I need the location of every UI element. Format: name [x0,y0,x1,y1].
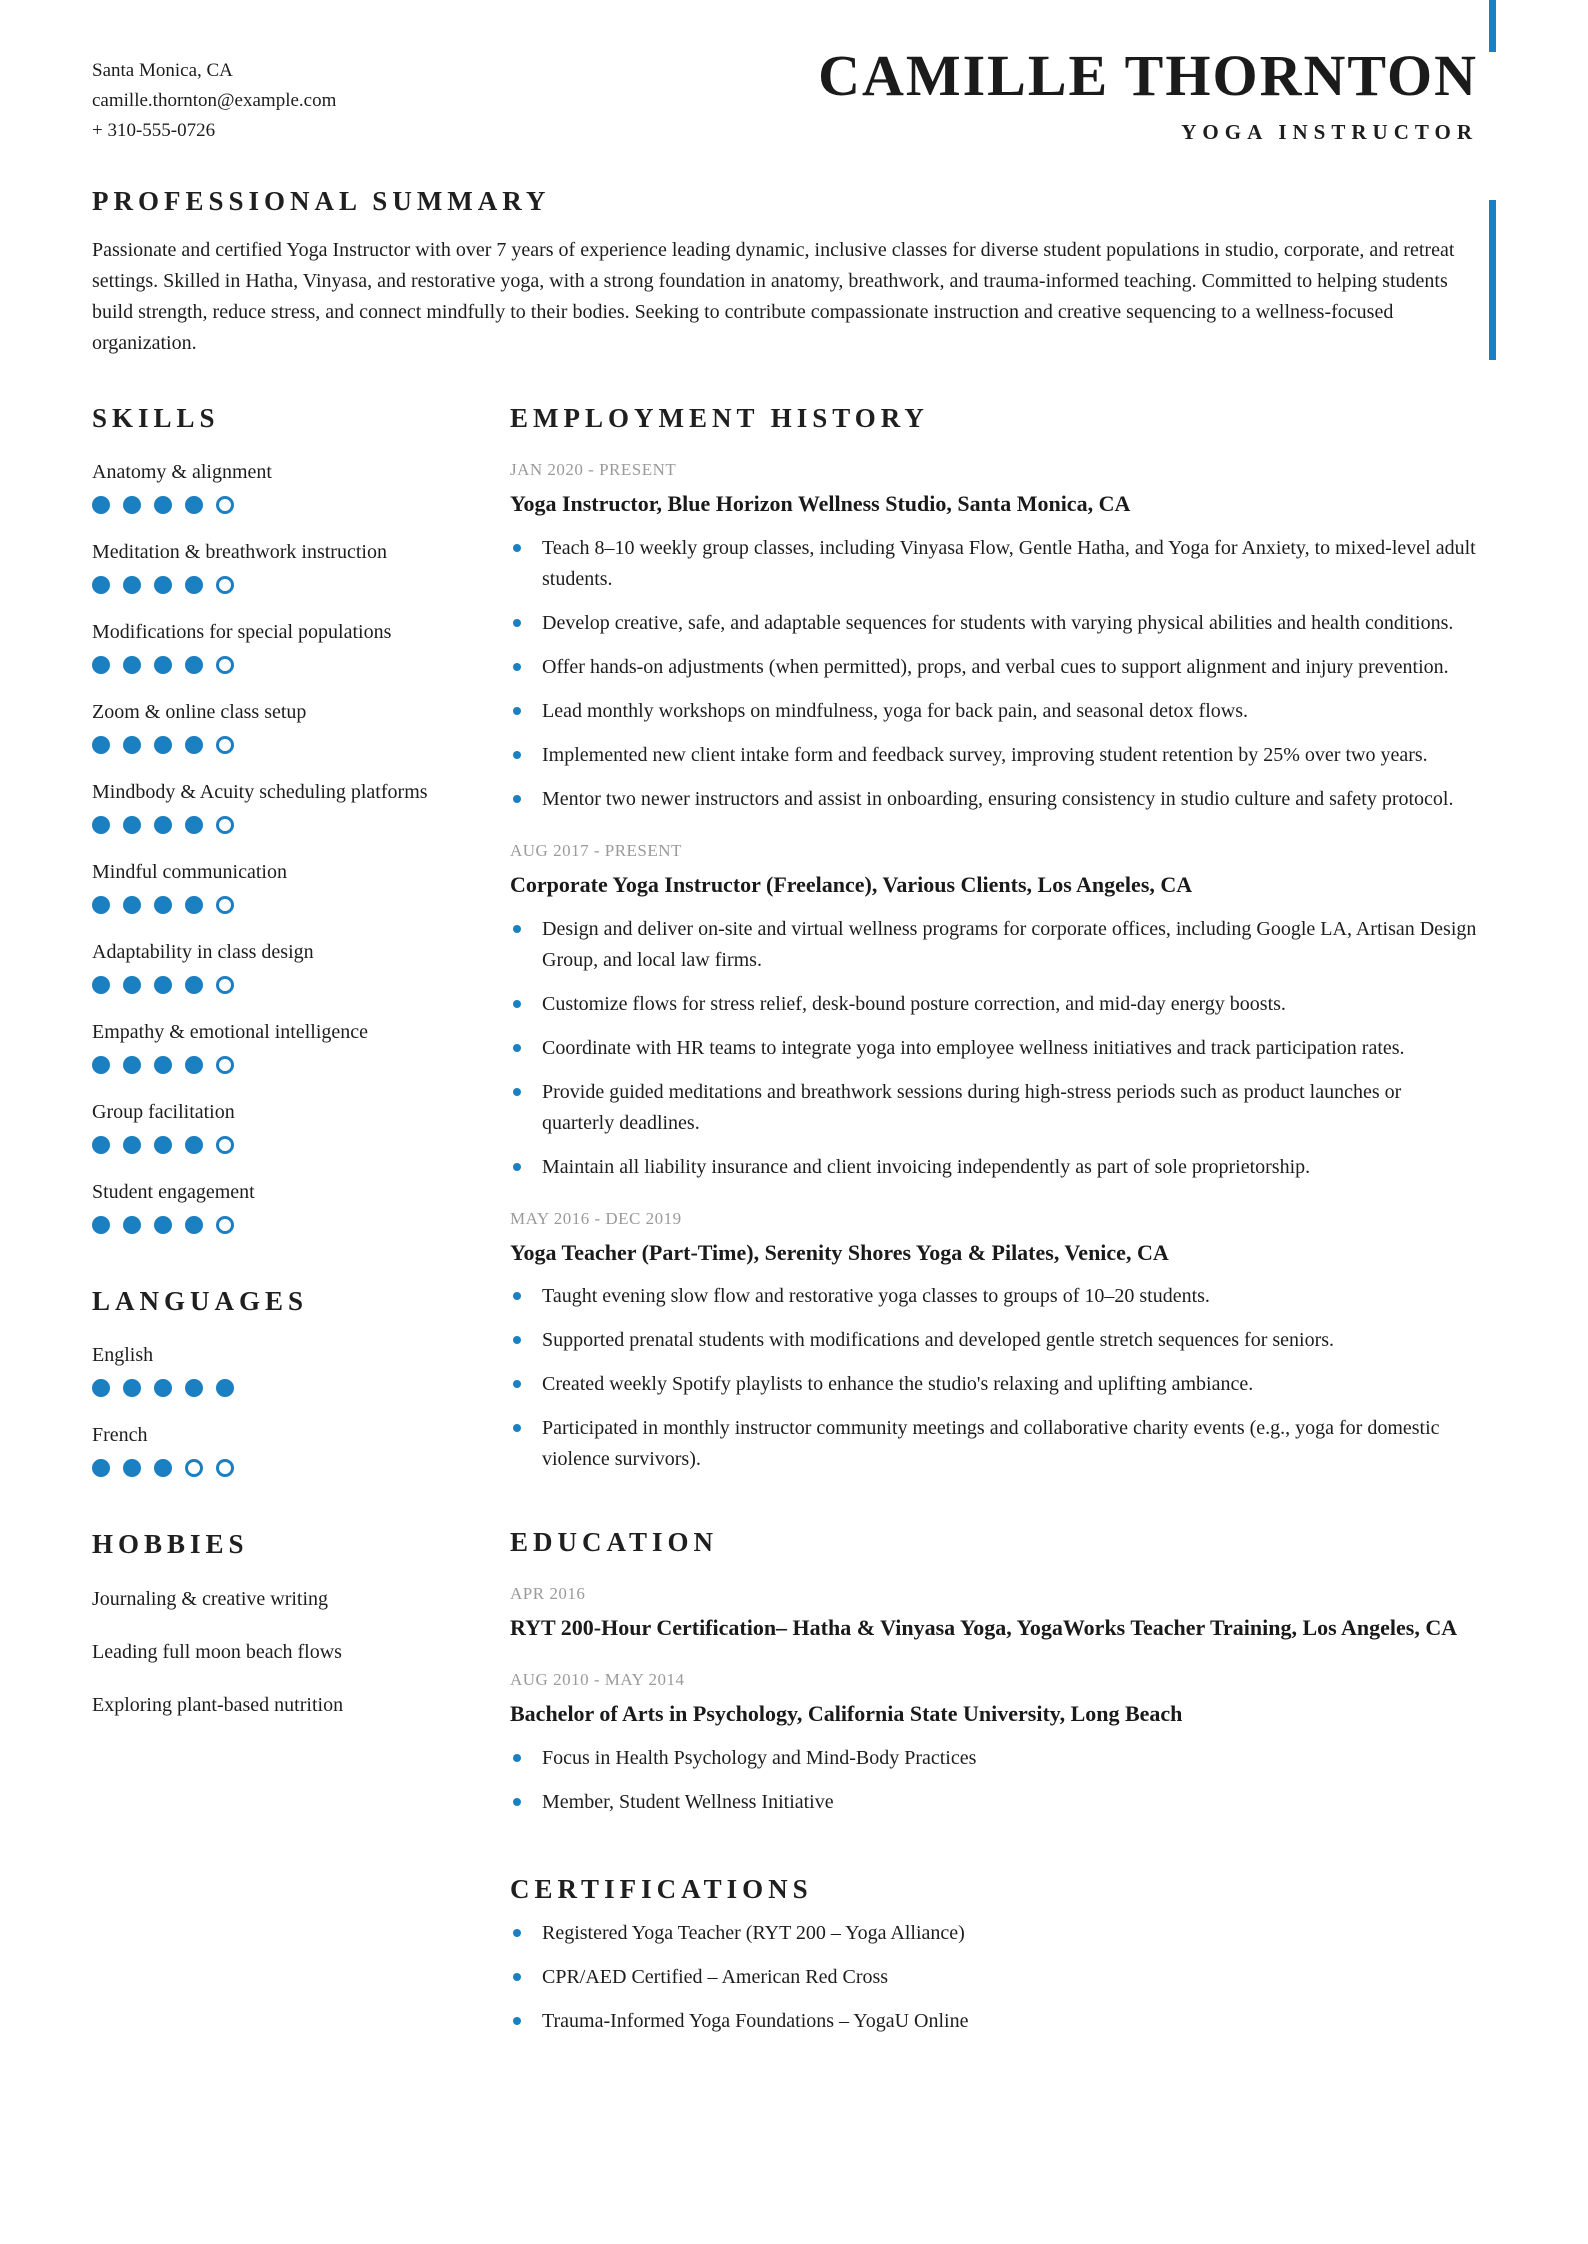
bullet-text: Member, Student Wellness Initiative [542,1790,834,1813]
bullet-text: Teach 8–10 weekly group classes, including Vinyasa Flow, Gentle Hatha, and Yoga for Anxiety, to mixed-level adult students. [542,536,1476,590]
filled-dot-icon [92,1056,110,1074]
bullet-item [510,1413,1478,1475]
filled-dot-icon [154,1216,172,1234]
entry-date: AUG 2017 - PRESENT [510,840,682,860]
bullet-item [510,1962,1478,1993]
skill-level-dots [92,1379,470,1397]
entry-bullet-list [510,1281,1478,1475]
certification-bullet-list [510,1918,1478,2037]
bullet-dot-icon [513,1163,521,1171]
bullet-text: Implemented new client intake form and feedback survey, improving student retention by 25% over two years. [542,743,1428,766]
empty-dot-icon [216,896,234,914]
bullet-text: Provide guided meditations and breathwork sessions during high-stress periods such as product launches or quarterly deadlines. [542,1080,1402,1134]
rated-item [92,619,470,674]
filled-dot-icon [123,1056,141,1074]
skill-level-dots [92,976,470,994]
bullet-item [510,1325,1478,1356]
empty-dot-icon [216,1459,234,1477]
skill-level-dots [92,1136,470,1154]
empty-dot-icon [216,656,234,674]
filled-dot-icon [185,816,203,834]
bullet-text: Design and deliver on-site and virtual wellness programs for corporate offices, including Google LA, Artisan Design Group, and local law firms. [542,917,1477,971]
rated-item [92,1019,470,1074]
bullet-dot-icon [513,1754,521,1762]
bullet-text: CPR/AED Certified – American Red Cross [542,1965,889,1988]
bullet-text: Registered Yoga Teacher (RYT 200 – Yoga Alliance) [542,1921,965,1944]
bullet-text: Maintain all liability insurance and client invoicing independently as part of sole proprietorship. [542,1155,1311,1178]
bullet-item [510,608,1478,639]
bullet-dot-icon [513,1336,521,1344]
rated-item-label: Empathy & emotional intelligence [92,1021,369,1043]
history-entry [510,1209,1478,1476]
filled-dot-icon [123,1136,141,1154]
history-entry [510,460,1478,815]
rated-item [92,939,470,994]
empty-dot-icon [216,1056,234,1074]
rated-item-label: Group facilitation [92,1101,235,1123]
filled-dot-icon [92,1136,110,1154]
filled-dot-icon [92,1216,110,1234]
rated-item-label: Modifications for special populations [92,621,392,643]
main-column [510,403,1478,2037]
skill-level-dots [92,816,470,834]
contact-location: Santa Monica, CA [92,60,233,81]
candidate-title: YOGA INSTRUCTOR [1181,120,1478,145]
skill-level-dots [92,1459,470,1477]
filled-dot-icon [154,1056,172,1074]
filled-dot-icon [185,1056,203,1074]
bullet-dot-icon [513,663,521,671]
filled-dot-icon [123,656,141,674]
bullet-dot-icon [513,925,521,933]
rated-item [92,779,470,834]
filled-dot-icon [123,736,141,754]
bullet-item [510,1369,1478,1400]
bullet-item [510,1281,1478,1312]
bullet-text: Customize flows for stress relief, desk-bound posture correction, and mid-day energy boosts. [542,992,1286,1015]
bullet-text: Focus in Health Psychology and Mind-Body Practices [542,1746,977,1769]
rated-item-label: Zoom & online class setup [92,701,307,723]
education-list [510,1584,1478,1818]
filled-dot-icon [92,896,110,914]
bullet-dot-icon [513,1929,521,1937]
bullet-dot-icon [513,707,521,715]
filled-dot-icon [154,1379,172,1397]
entry-bullet-list [510,914,1478,1183]
filled-dot-icon [123,1379,141,1397]
certifications-heading: CERTIFICATIONS [510,1873,813,1904]
rated-item-label: Mindful communication [92,861,287,883]
filled-dot-icon [154,896,172,914]
skill-level-dots [92,1216,470,1234]
bullet-dot-icon [513,1000,521,1008]
entry-title: RYT 200-Hour Certification– Hatha & Vinyasa Yoga, YogaWorks Teacher Training, Los Angeles, CA [510,1615,1458,1641]
filled-dot-icon [154,1459,172,1477]
filled-dot-icon [154,1136,172,1154]
rated-item-label: Meditation & breathwork instruction [92,541,387,563]
empty-dot-icon [216,576,234,594]
skill-level-dots [92,576,470,594]
filled-dot-icon [123,1459,141,1477]
languages-section [92,1286,470,1477]
entry-bullet-list [510,1743,1478,1818]
bullet-text: Participated in monthly instructor community meetings and collaborative charity events (e.g., yoga for domestic violence survivors). [542,1417,1440,1471]
bullet-dot-icon [513,1044,521,1052]
filled-dot-icon [216,1379,234,1397]
bullet-item [510,652,1478,683]
bullet-dot-icon [513,1973,521,1981]
filled-dot-icon [185,976,203,994]
entry-title: Corporate Yoga Instructor (Freelance), Various Clients, Los Angeles, CA [510,871,1193,897]
hobby-item: Leading full moon beach flows [92,1641,342,1663]
filled-dot-icon [92,656,110,674]
empty-dot-icon [185,1459,203,1477]
filled-dot-icon [154,576,172,594]
filled-dot-icon [123,576,141,594]
bullet-dot-icon [513,1292,521,1300]
filled-dot-icon [123,816,141,834]
contact-phone: + 310-555-0726 [92,120,216,141]
entry-title: Bachelor of Arts in Psychology, California State University, Long Beach [510,1701,1183,1727]
skill-level-dots [92,896,470,914]
hobby-item: Exploring plant-based nutrition [92,1694,344,1716]
bullet-text: Mentor two newer instructors and assist in onboarding, ensuring consistency in studio culture and safety protocol. [542,787,1454,810]
rated-item [92,1422,470,1477]
rated-item [92,1342,470,1397]
bullet-text: Offer hands-on adjustments (when permitted), props, and verbal cues to support alignment and injury prevention. [542,655,1449,678]
filled-dot-icon [154,496,172,514]
bullet-item [510,1152,1478,1183]
bullet-item [510,2006,1478,2037]
filled-dot-icon [185,656,203,674]
rated-item [92,459,470,514]
bullet-dot-icon [513,795,521,803]
filled-dot-icon [92,1379,110,1397]
rated-item-label: Anatomy & alignment [92,461,272,483]
skill-level-dots [92,736,470,754]
bullet-item [510,914,1478,976]
rated-item-label: English [92,1344,154,1366]
rated-item [92,859,470,914]
filled-dot-icon [92,1459,110,1477]
filled-dot-icon [185,1136,203,1154]
bullet-text: Created weekly Spotify playlists to enhance the studio's relaxing and uplifting ambiance. [542,1373,1254,1396]
rated-item-label: Adaptability in class design [92,941,314,963]
empty-dot-icon [216,736,234,754]
bullet-item [510,1743,1478,1774]
bullet-text: Lead monthly workshops on mindfulness, yoga for back pain, and seasonal detox flows. [542,699,1248,722]
bullet-dot-icon [513,544,521,552]
entry-date: MAY 2016 - DEC 2019 [510,1208,682,1228]
rated-item-label: French [92,1424,148,1446]
two-column-body [92,403,1478,2037]
hobbies-heading: HOBBIES [92,1529,249,1559]
entry-bullet-list [510,533,1478,815]
bullet-text: Taught evening slow flow and restorative yoga classes to groups of 10–20 students. [542,1285,1210,1308]
filled-dot-icon [154,976,172,994]
bullet-dot-icon [513,1088,521,1096]
hobbies-section [92,1529,470,1719]
contact-block [92,46,336,146]
rated-item [92,1179,470,1234]
filled-dot-icon [123,896,141,914]
bullet-item [510,533,1478,595]
skills-heading: SKILLS [92,403,220,433]
filled-dot-icon [185,896,203,914]
rated-item [92,1099,470,1154]
filled-dot-icon [92,976,110,994]
skill-level-dots [92,656,470,674]
history-entry [510,841,1478,1183]
bullet-dot-icon [513,2017,521,2025]
contact-email: camille.thornton@example.com [92,90,337,111]
education-heading: EDUCATION [510,1527,719,1558]
filled-dot-icon [154,736,172,754]
languages-heading: LANGUAGES [92,1286,309,1316]
filled-dot-icon [92,816,110,834]
filled-dot-icon [92,576,110,594]
bullet-dot-icon [513,751,521,759]
certifications-list [510,1918,1478,2037]
bullet-item [510,1787,1478,1818]
empty-dot-icon [216,976,234,994]
bullet-item [510,1918,1478,1949]
professional-summary-section [92,186,1478,359]
filled-dot-icon [92,496,110,514]
bullet-item [510,1077,1478,1139]
filled-dot-icon [154,816,172,834]
hobbies-list [92,1586,470,1719]
accent-bar-top [1489,0,1496,52]
employment-list [510,460,1478,1475]
entry-date: JAN 2020 - PRESENT [510,460,677,479]
languages-list [92,1342,470,1477]
empty-dot-icon [216,1216,234,1234]
rated-item [92,699,470,754]
bullet-item [510,740,1478,771]
sidebar-column [92,403,510,2037]
empty-dot-icon [216,496,234,514]
summary-text: Passionate and certified Yoga Instructor with over 7 years of experience leading dynamic, inclusive classes for diverse student populations in studio, corporate, and retreat settings. Skilled in Hatha, Vinyasa, and restorative yoga, with a strong foundation in anatomy, breathwork, and trauma-informed teaching. Committed to helping students build strength, reduce stress, and connect mindfully to their bodies. Seeking to contribute compassionate instruction and creative sequencing to a wellness-focused organization. [92,239,1455,354]
entry-title: Yoga Instructor, Blue Horizon Wellness Studio, Santa Monica, CA [510,491,1131,516]
filled-dot-icon [123,1216,141,1234]
resume-header [92,43,1478,146]
filled-dot-icon [123,976,141,994]
skill-level-dots [92,1056,470,1074]
history-entry [510,1584,1478,1644]
entry-title: Yoga Teacher (Part-Time), Serenity Shores Yoga & Pilates, Venice, CA [510,1239,1169,1265]
filled-dot-icon [185,1379,203,1397]
rated-item-label: Student engagement [92,1181,255,1203]
bullet-item [510,1033,1478,1064]
name-block [818,43,1478,145]
summary-heading: PROFESSIONAL SUMMARY [92,186,551,216]
employment-heading: EMPLOYMENT HISTORY [510,403,929,433]
filled-dot-icon [92,736,110,754]
entry-date: AUG 2010 - MAY 2014 [510,1670,685,1690]
bullet-dot-icon [513,619,521,627]
bullet-dot-icon [513,1424,521,1432]
bullet-item [510,696,1478,727]
history-entry [510,1670,1478,1818]
bullet-text: Supported prenatal students with modifications and developed gentle stretch sequences for seniors. [542,1329,1335,1352]
filled-dot-icon [185,496,203,514]
filled-dot-icon [154,656,172,674]
rated-item-label: Mindbody & Acuity scheduling platforms [92,781,428,803]
bullet-item [510,784,1478,815]
candidate-name: CAMILLE THORNTON [818,43,1478,108]
skill-level-dots [92,496,470,514]
filled-dot-icon [123,496,141,514]
filled-dot-icon [185,576,203,594]
filled-dot-icon [185,1216,203,1234]
entry-date: APR 2016 [510,1584,586,1604]
bullet-text: Coordinate with HR teams to integrate yoga into employee wellness initiatives and track participation rates. [542,1036,1405,1059]
filled-dot-icon [185,736,203,754]
bullet-text: Develop creative, safe, and adaptable sequences for students with varying physical abilities and health conditions. [542,611,1454,634]
empty-dot-icon [216,816,234,834]
hobby-item: Journaling & creative writing [92,1588,329,1610]
bullet-text: Trauma-Informed Yoga Foundations – YogaU Online [542,2009,969,2032]
bullet-item [510,989,1478,1020]
rated-item [92,539,470,594]
accent-bar-middle [1489,200,1496,360]
skills-list [92,459,470,1234]
bullet-dot-icon [513,1798,521,1806]
empty-dot-icon [216,1136,234,1154]
bullet-dot-icon [513,1380,521,1388]
